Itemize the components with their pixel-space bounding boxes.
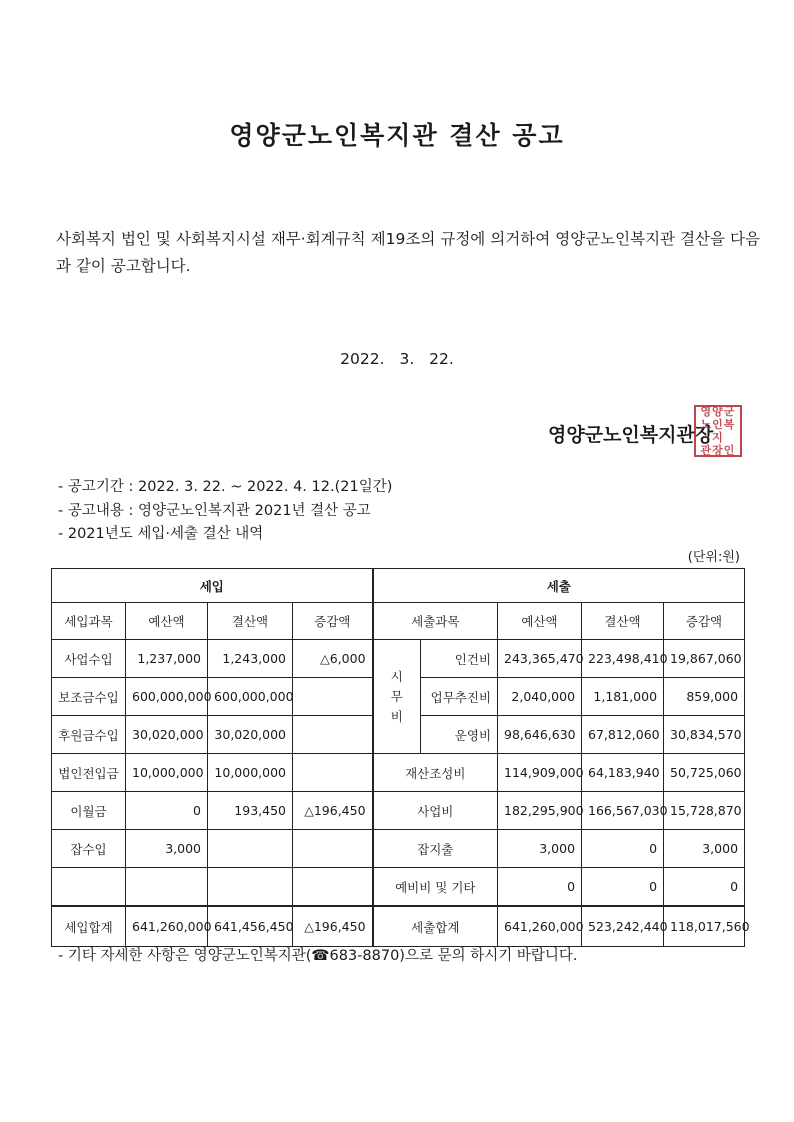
expense-total-settled: 523,242,440 xyxy=(582,906,664,947)
revenue-diff xyxy=(293,830,373,868)
expense-item: 잡지출 xyxy=(373,830,498,868)
seal-text: 노인복지 xyxy=(700,418,736,444)
revenue-diff: △6,000 xyxy=(293,640,373,678)
table-row xyxy=(52,868,745,907)
expense-settled: 0 xyxy=(582,830,664,868)
expense-item: 운영비 xyxy=(421,716,498,754)
expense-settled: 0 xyxy=(582,868,664,907)
revenue-settled xyxy=(208,830,293,868)
revenue-diff xyxy=(293,678,373,716)
expense-settled: 166,567,030 xyxy=(582,792,664,830)
expense-budget: 243,365,470 xyxy=(498,640,582,678)
expense-budget: 182,295,900 xyxy=(498,792,582,830)
revenue-budget: 600,000,000 xyxy=(126,678,208,716)
expense-budget: 98,646,630 xyxy=(498,716,582,754)
expense-diff: 0 xyxy=(664,868,745,907)
col-revenue-diff: 증감액 xyxy=(293,603,373,640)
notice-details xyxy=(58,476,392,547)
revenue-item xyxy=(52,868,126,907)
revenue-item: 이월금 xyxy=(52,792,126,830)
notice-period: - 공고기간 : 2022. 3. 22. ~ 2022. 4. 12.(21일간) xyxy=(58,479,393,495)
revenue-item: 잡수입 xyxy=(52,830,126,868)
col-expense-budget: 예산액 xyxy=(498,603,582,640)
revenue-total-diff: △196,450 xyxy=(293,906,373,947)
revenue-budget: 0 xyxy=(126,792,208,830)
total-row xyxy=(52,906,745,947)
revenue-total-label: 세입합계 xyxy=(52,906,126,947)
revenue-header: 세입 xyxy=(52,569,373,603)
revenue-budget: 10,000,000 xyxy=(126,754,208,792)
revenue-budget: 30,020,000 xyxy=(126,716,208,754)
notice-content: - 공고내용 : 영양군노인복지관 2021년 결산 공고 xyxy=(58,502,371,519)
revenue-settled: 1,243,000 xyxy=(208,640,293,678)
expense-diff: 30,834,570 xyxy=(664,716,745,754)
col-expense-diff: 증감액 xyxy=(664,603,745,640)
expense-total-budget: 641,260,000 xyxy=(498,906,582,947)
revenue-budget xyxy=(126,868,208,907)
expense-total-diff: 118,017,560 xyxy=(664,906,745,947)
page-title: 영양군노인복지관 결산 공고 xyxy=(229,121,565,150)
expense-diff: 3,000 xyxy=(664,830,745,868)
seal-text: 관장인 xyxy=(700,444,736,457)
revenue-settled: 30,020,000 xyxy=(208,716,293,754)
revenue-item: 사업수입 xyxy=(52,640,126,678)
unit-label: (단위:원) xyxy=(687,550,740,565)
table-row xyxy=(52,830,745,868)
expense-diff: 15,728,870 xyxy=(664,792,745,830)
expense-budget: 0 xyxy=(498,868,582,907)
revenue-budget: 3,000 xyxy=(126,830,208,868)
revenue-settled: 600,000,000 xyxy=(208,678,293,716)
revenue-budget: 1,237,000 xyxy=(126,640,208,678)
table-row xyxy=(52,792,745,830)
intro-paragraph: 사회복지 법인 및 사회복지시설 재무·회계규칙 제19조의 규정에 의거하여 영양군노인복지관 결산을 다음과 같이 공고합니다. xyxy=(56,230,760,275)
revenue-item: 보조금수입 xyxy=(52,678,126,716)
expense-settled: 223,498,410 xyxy=(582,640,664,678)
expense-diff: 19,867,060 xyxy=(664,640,745,678)
col-expense-settled: 결산액 xyxy=(582,603,664,640)
notice-date: 2022. 3. 22. xyxy=(340,350,454,368)
col-revenue-item: 세입과목 xyxy=(52,603,126,640)
signature: 영양군노인복지관장 xyxy=(548,424,714,446)
expense-total-label: 세출합계 xyxy=(373,906,498,947)
table-row xyxy=(52,640,745,678)
notice-breakdown: - 2021년도 세입·세출 결산 내역 xyxy=(58,526,264,542)
revenue-diff: △196,450 xyxy=(293,792,373,830)
expense-settled: 1,181,000 xyxy=(582,678,664,716)
admin-expense-group xyxy=(373,640,421,754)
revenue-settled: 10,000,000 xyxy=(208,754,293,792)
col-expense-item: 세출과목 xyxy=(373,603,498,640)
col-revenue-settled: 결산액 xyxy=(208,603,293,640)
expense-settled: 67,812,060 xyxy=(582,716,664,754)
revenue-diff xyxy=(293,868,373,907)
revenue-settled: 193,450 xyxy=(208,792,293,830)
expense-diff: 859,000 xyxy=(664,678,745,716)
expense-budget: 114,909,000 xyxy=(498,754,582,792)
contact-footnote: - 기타 자세한 사항은 영양군노인복지관(☎683-8870)으로 문의 하시기 바랍니다. xyxy=(58,948,578,964)
expense-diff: 50,725,060 xyxy=(664,754,745,792)
revenue-settled xyxy=(208,868,293,907)
expense-settled: 64,183,940 xyxy=(582,754,664,792)
expense-budget: 3,000 xyxy=(498,830,582,868)
expense-budget: 2,040,000 xyxy=(498,678,582,716)
expense-item: 사업비 xyxy=(373,792,498,830)
expense-item: 예비비 및 기타 xyxy=(373,868,498,907)
revenue-total-settled: 641,456,450 xyxy=(208,906,293,947)
revenue-item: 후원금수입 xyxy=(52,716,126,754)
admin-group-label: 시무비 xyxy=(390,668,403,724)
expense-header: 세출 xyxy=(373,569,745,603)
revenue-diff xyxy=(293,716,373,754)
official-seal xyxy=(694,405,742,457)
col-revenue-budget: 예산액 xyxy=(126,603,208,640)
settlement-table xyxy=(51,568,750,947)
table-row xyxy=(52,754,745,792)
expense-item: 재산조성비 xyxy=(373,754,498,792)
revenue-total-budget: 641,260,000 xyxy=(126,906,208,947)
expense-item: 업무추진비 xyxy=(421,678,498,716)
expense-item: 인건비 xyxy=(421,640,498,678)
seal-text: 영양군 xyxy=(700,405,736,418)
revenue-item: 법인전입금 xyxy=(52,754,126,792)
revenue-diff xyxy=(293,754,373,792)
